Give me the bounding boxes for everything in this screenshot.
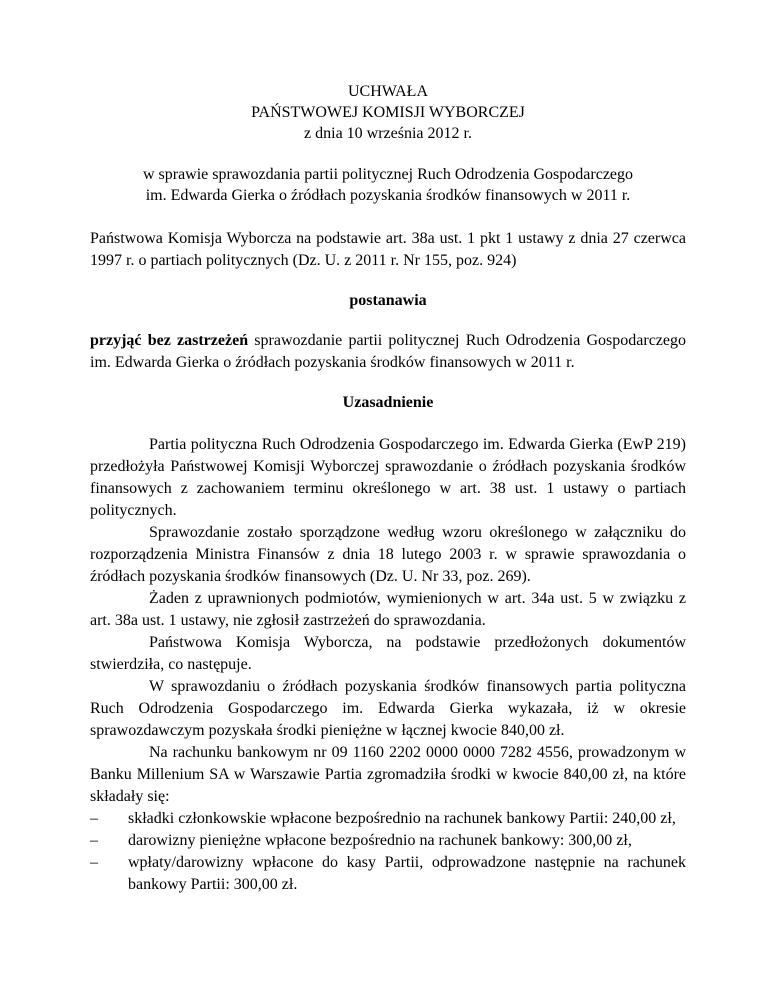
- list-item: [90, 830, 686, 852]
- decision-bold: przyjąć bez zastrzeżeń: [90, 332, 249, 349]
- decides-heading: postanawia: [349, 292, 427, 309]
- subject-line-1: w sprawie sprawozdania partii politycznej Ruch Odrodzenia Gospodarczego: [142, 166, 634, 183]
- list-item: [90, 808, 686, 830]
- justification-body: [90, 434, 686, 896]
- list-item-text: wpłaty/darowizny wpłacone do kasy Partii, odprowadzone następnie na rachunek bankowy Partii: 300,00 zł.: [128, 854, 686, 893]
- legal-basis: Państwowa Komisja Wyborcza na podstawie art. 38a ust. 1 pkt 1 ustawy z dnia 27 czerwca 1997 r. o partiach politycznych (Dz. U. z 2011 r. Nr 155, poz. 924): [90, 230, 686, 269]
- paragraph: Partia polityczna Ruch Odrodzenia Gospodarczego im. Edwarda Gierka (EwP 219) przedłożyła Państwowej Komisji Wyborczej sprawozdanie o źródłach pozyskania środków finansowych z zachowaniem terminu określonego w art. 38 ust. 1 ustawy o partiach politycznych.: [90, 436, 686, 519]
- justification-heading: Uzasadnienie: [342, 394, 434, 411]
- paragraph: Sprawozdanie zostało sporządzone według wzoru określonego w załączniku do rozporządzenia Ministra Finansów z dnia 18 lutego 2003 r. w sprawie sprawozdania o źródłach pozyskania środków finansowych (Dz. U. Nr 33, poz. 269).: [90, 524, 686, 585]
- list-item: [90, 852, 686, 896]
- list-item-text: składki członkowskie wpłacone bezpośrednio na rachunek bankowy Partii: 240,00 zł,: [128, 810, 676, 827]
- paragraph: Żaden z uprawnionych podmiotów, wymienionych w art. 34a ust. 5 w związku z art. 38a ust. 1 ustawy, nie zgłosił zastrzeżeń do sprawozdania.: [90, 590, 686, 629]
- paragraph: Na rachunku bankowym nr 09 1160 2202 0000 0000 7282 4556, prowadzonym w Banku Millenium SA w Warszawie Partia zgromadziła środki w kwocie 840,00 zł, na które składały się:: [90, 744, 686, 805]
- dash-bullet: –: [90, 832, 98, 849]
- paragraph: W sprawozdaniu o źródłach pozyskania środków finansowych partia polityczna Ruch Odrodzenia Gospodarczego im. Edwarda Gierka wykazała, iż w okresie sprawozdawczym pozyskała środki pieniężne w łącznej kwocie 840,00 zł.: [90, 678, 686, 739]
- resolution-header: [90, 81, 686, 144]
- paragraph: Państwowa Komisja Wyborcza, na podstawie przedłożonych dokumentów stwierdziła, co następuje.: [90, 634, 686, 673]
- list-item-text: darowizny pieniężne wpłacone bezpośrednio na rachunek bankowy: 300,00 zł,: [128, 832, 632, 849]
- resolution-title: UCHWAŁA: [348, 83, 428, 100]
- decision-rest: sprawozdanie partii politycznej Ruch Odrodzenia Gospodarczego im. Edwarda Gierka o źródłach pozyskania środków finansowych w 2011 r.: [90, 332, 686, 371]
- funds-list: [90, 808, 686, 896]
- decision-text: [90, 330, 686, 374]
- subject-line-2: im. Edwarda Gierka o źródłach pozyskania środków finansowych w 2011 r.: [145, 187, 631, 204]
- dash-bullet: –: [90, 810, 98, 827]
- issuing-body: PAŃSTWOWEJ KOMISJI WYBORCZEJ: [251, 104, 525, 121]
- resolution-subject: [90, 164, 686, 206]
- dash-bullet: –: [90, 854, 98, 871]
- resolution-date: z dnia 10 września 2012 r.: [304, 125, 472, 142]
